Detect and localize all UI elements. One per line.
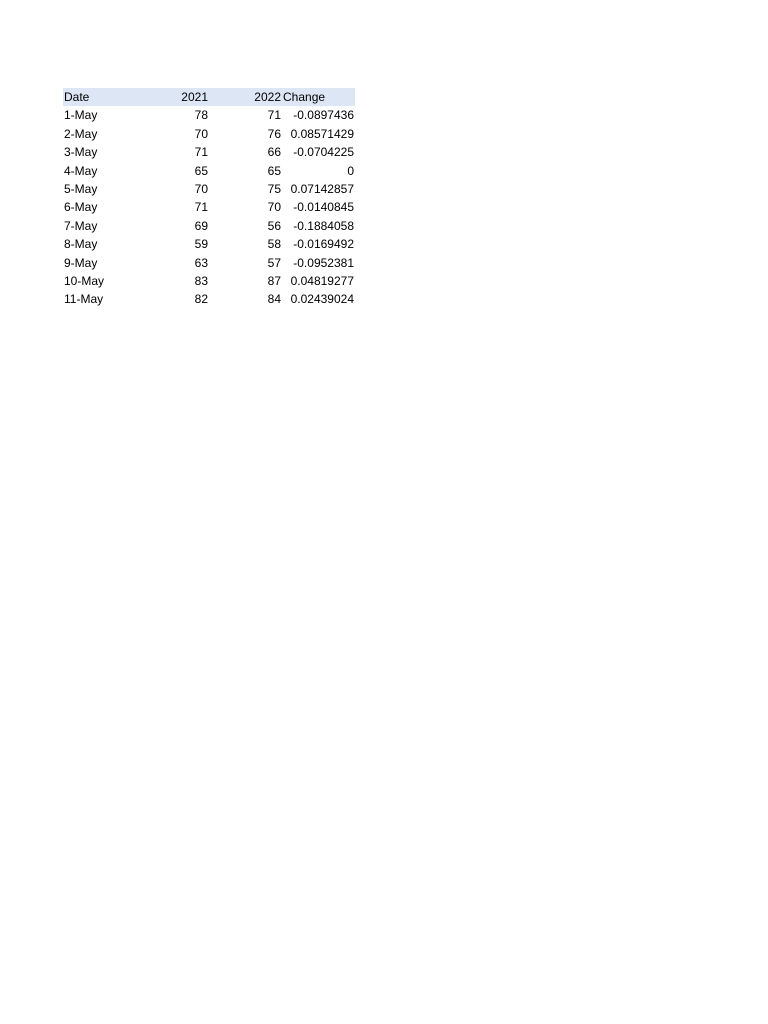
cell-2021[interactable]: 63	[194, 255, 208, 270]
cell-change[interactable]: 0	[347, 163, 354, 178]
cell-2022[interactable]: 84	[267, 292, 281, 307]
cell-2021[interactable]: 83	[194, 273, 208, 288]
table-row	[63, 106, 355, 124]
cell-date[interactable]: 5-May	[64, 181, 98, 196]
header-2021[interactable]: 2021	[181, 90, 208, 104]
cell-2021[interactable]: 69	[194, 218, 208, 233]
cell-2022[interactable]: 66	[267, 145, 281, 160]
cell-change[interactable]: 0.02439024	[290, 292, 354, 307]
table-row	[63, 290, 355, 308]
cell-change[interactable]: 0.04819277	[290, 273, 354, 288]
header-row	[63, 88, 355, 106]
cell-2022[interactable]: 57	[267, 255, 281, 270]
cell-date[interactable]: 10-May	[64, 273, 105, 288]
cell-2022[interactable]: 76	[267, 126, 281, 141]
cell-2021[interactable]: 70	[194, 181, 208, 196]
cell-2022[interactable]: 87	[267, 273, 281, 288]
cell-2022[interactable]: 58	[267, 237, 281, 252]
cell-date[interactable]: 9-May	[64, 255, 98, 270]
table-row	[63, 198, 355, 216]
cell-2021[interactable]: 82	[194, 292, 208, 307]
cell-date[interactable]: 3-May	[64, 145, 98, 160]
cell-2022[interactable]: 56	[267, 218, 281, 233]
cell-2021[interactable]: 70	[194, 126, 208, 141]
cell-change[interactable]: -0.0140845	[293, 200, 354, 215]
cell-change[interactable]: -0.1884058	[293, 218, 354, 233]
cell-2021[interactable]: 71	[194, 145, 208, 160]
cell-2022[interactable]: 75	[267, 181, 281, 196]
cell-2021[interactable]: 65	[194, 163, 208, 178]
spreadsheet-table	[63, 88, 355, 309]
table-row	[63, 272, 355, 290]
cell-date[interactable]: 1-May	[64, 108, 98, 123]
table-row	[63, 125, 355, 143]
cell-date[interactable]: 6-May	[64, 200, 98, 215]
cell-2022[interactable]: 71	[267, 108, 281, 123]
cell-2021[interactable]: 59	[194, 237, 208, 252]
cell-change[interactable]: 0.08571429	[290, 126, 354, 141]
header-date[interactable]: Date	[64, 90, 90, 104]
cell-date[interactable]: 2-May	[64, 126, 98, 141]
header-change[interactable]: Change	[283, 90, 326, 104]
cell-change[interactable]: -0.0897436	[293, 108, 354, 123]
cell-change[interactable]: -0.0169492	[293, 237, 354, 252]
table-row	[63, 217, 355, 235]
cell-2022[interactable]: 65	[267, 163, 281, 178]
table-row	[63, 235, 355, 253]
cell-date[interactable]: 8-May	[64, 237, 98, 252]
cell-date[interactable]: 11-May	[64, 292, 104, 307]
table-row	[63, 180, 355, 198]
table-row	[63, 143, 355, 161]
cell-date[interactable]: 4-May	[64, 163, 98, 178]
header-2022[interactable]: 2022	[254, 90, 281, 104]
table-row	[63, 162, 355, 180]
cell-2021[interactable]: 71	[194, 200, 208, 215]
cell-2022[interactable]: 70	[267, 200, 281, 215]
cell-change[interactable]: 0.07142857	[290, 181, 354, 196]
cell-change[interactable]: -0.0704225	[293, 145, 354, 160]
table-row	[63, 254, 355, 272]
cell-date[interactable]: 7-May	[64, 218, 98, 233]
cell-change[interactable]: -0.0952381	[293, 255, 354, 270]
cell-2021[interactable]: 78	[194, 108, 208, 123]
